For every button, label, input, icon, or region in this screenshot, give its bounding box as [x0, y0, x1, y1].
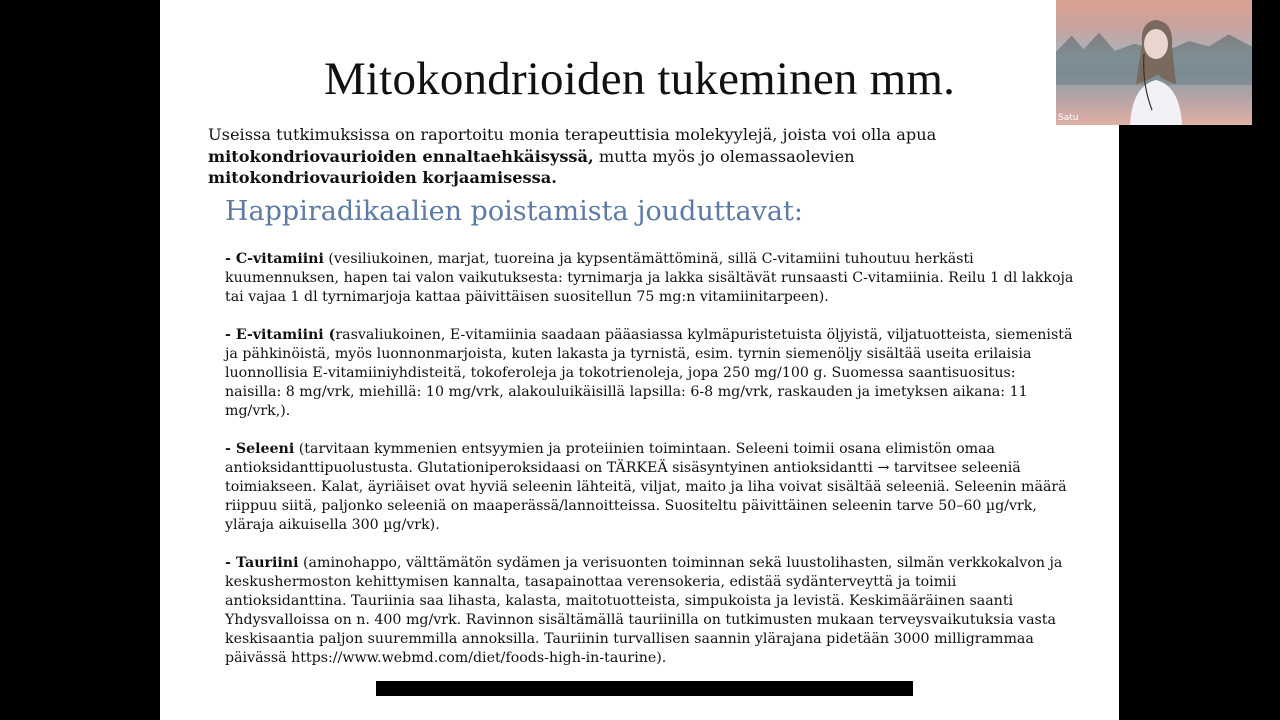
item-name: - E-vitamiini (: [225, 327, 336, 343]
slide-subheading: Happiradikaalien poistamista jouduttavat:: [225, 196, 803, 227]
participant-name: Satu: [1058, 113, 1079, 123]
slide-title: Mitokondrioiden tukeminen mm.: [323, 53, 956, 105]
slide-content: [225, 250, 1075, 687]
item-text: (aminohappo, välttämätön sydämen ja verisuonten toiminnan sekä luustolihasten, silmän verkkokalvon ja keskushermoston kehittymisen kannalta, tasapainottaa verensokeria, edistää sydänterveyttä ja toimii antioksidanttina. Tauriinia saa lihasta, kalasta, maitotuotteista, simpukoista ja levistä. Keskimääräinen saanti Yhdysvalloissa on n. 400 mg/vrk. Ravinnon sisältämällä tauriinilla on tutkimusten mukaan terveysvaikutuksia vasta keskisaantia paljon suuremmilla annoksilla. Tauriinin turvallisen saannin ylärajana pidetään 3000 milligrammaa päivässä https://www.webmd.com/diet/foods-high-in-taurine).: [225, 555, 1063, 666]
participant-avatar: [1122, 14, 1186, 125]
presentation-slide: [160, 0, 1119, 720]
item-name: - C-vitamiini: [225, 251, 324, 267]
item-text: (vesiliukoinen, marjat, tuoreina ja kypsentämättöminä, sillä C-vitamiini tuhoutuu herkästi kuumennuksen, hapen tai valon vaikutuksesta: tyrnimarja ja lakka sisältävät runsaasti C-vitamiinia. Reilu 1 dl lakkoja tai vajaa 1 dl tyrnimarjoja kattaa päivittäisen suositellun 75 mg:n vitamiinitarpeen).: [225, 251, 1074, 305]
item-name: - Seleeni: [225, 441, 295, 457]
intro-text-2: mutta myös jo olemassaolevien: [593, 146, 855, 166]
item-name: - Tauriini: [225, 555, 299, 571]
item-e-vitamin: [225, 326, 1075, 421]
redaction-bar: [376, 681, 913, 696]
item-text: rasvaliukoinen, E-vitamiinia saadaan pääasiassa kylmäpuristetuista öljyistä, viljatuotteista, siemenistä ja pähkinöistä, myös luonnonmarjoista, kuten lakasta ja tyrnistä, esim. tyrnin siemenöljy sisältää useita erilaisia luonnollisia E-vitamiiniyhdisteitä, tokoferoleja ja tokotrienoleja, jopa 250 mg/100 g. Suomessa saantisuositus: naisilla: 8 mg/vrk, miehillä: 10 mg/vrk, alakouluikäisillä lapsilla: 6-8 mg/vrk, raskauden ja imetyksen aikana: 11 mg/vrk,).: [225, 327, 1073, 419]
item-selenium: [225, 440, 1075, 535]
item-text: (tarvitaan kymmenien entsyymien ja proteiinien toimintaan. Seleeni toimii osana elimistön omaa antioksidanttipuolustusta. Glutationiperoksidaasi on TÄRKEÄ sisäsyntyinen antioksidantti → tarvitsee seleeniä toimiakseen. Kalat, äyriäiset ovat hyviä seleenin lähteitä, viljat, maito ja liha voivat sisältää seleeniä. Seleenin määrä riippuu siitä, paljonko seleeniä on maaperässä/lannoitteissa. Suositeltu päivittäinen seleenin tarve 50–60 µg/vrk, yläraja aikuisella 300 µg/vrk).: [225, 441, 1067, 533]
intro-bold-2: mitokondriovaurioiden korjaamisessa.: [208, 168, 557, 187]
slide-intro: [208, 124, 1068, 189]
item-c-vitamin: [225, 250, 1075, 307]
participant-video-tile[interactable]: [1056, 0, 1252, 125]
intro-bold-1: mitokondriovaurioiden ennaltaehkäisyssä,: [208, 146, 594, 166]
intro-text-1: Useissa tutkimuksissa on raportoitu monia terapeuttisia molekyylejä, joista voi olla apua: [208, 125, 937, 144]
item-taurine: [225, 554, 1075, 668]
